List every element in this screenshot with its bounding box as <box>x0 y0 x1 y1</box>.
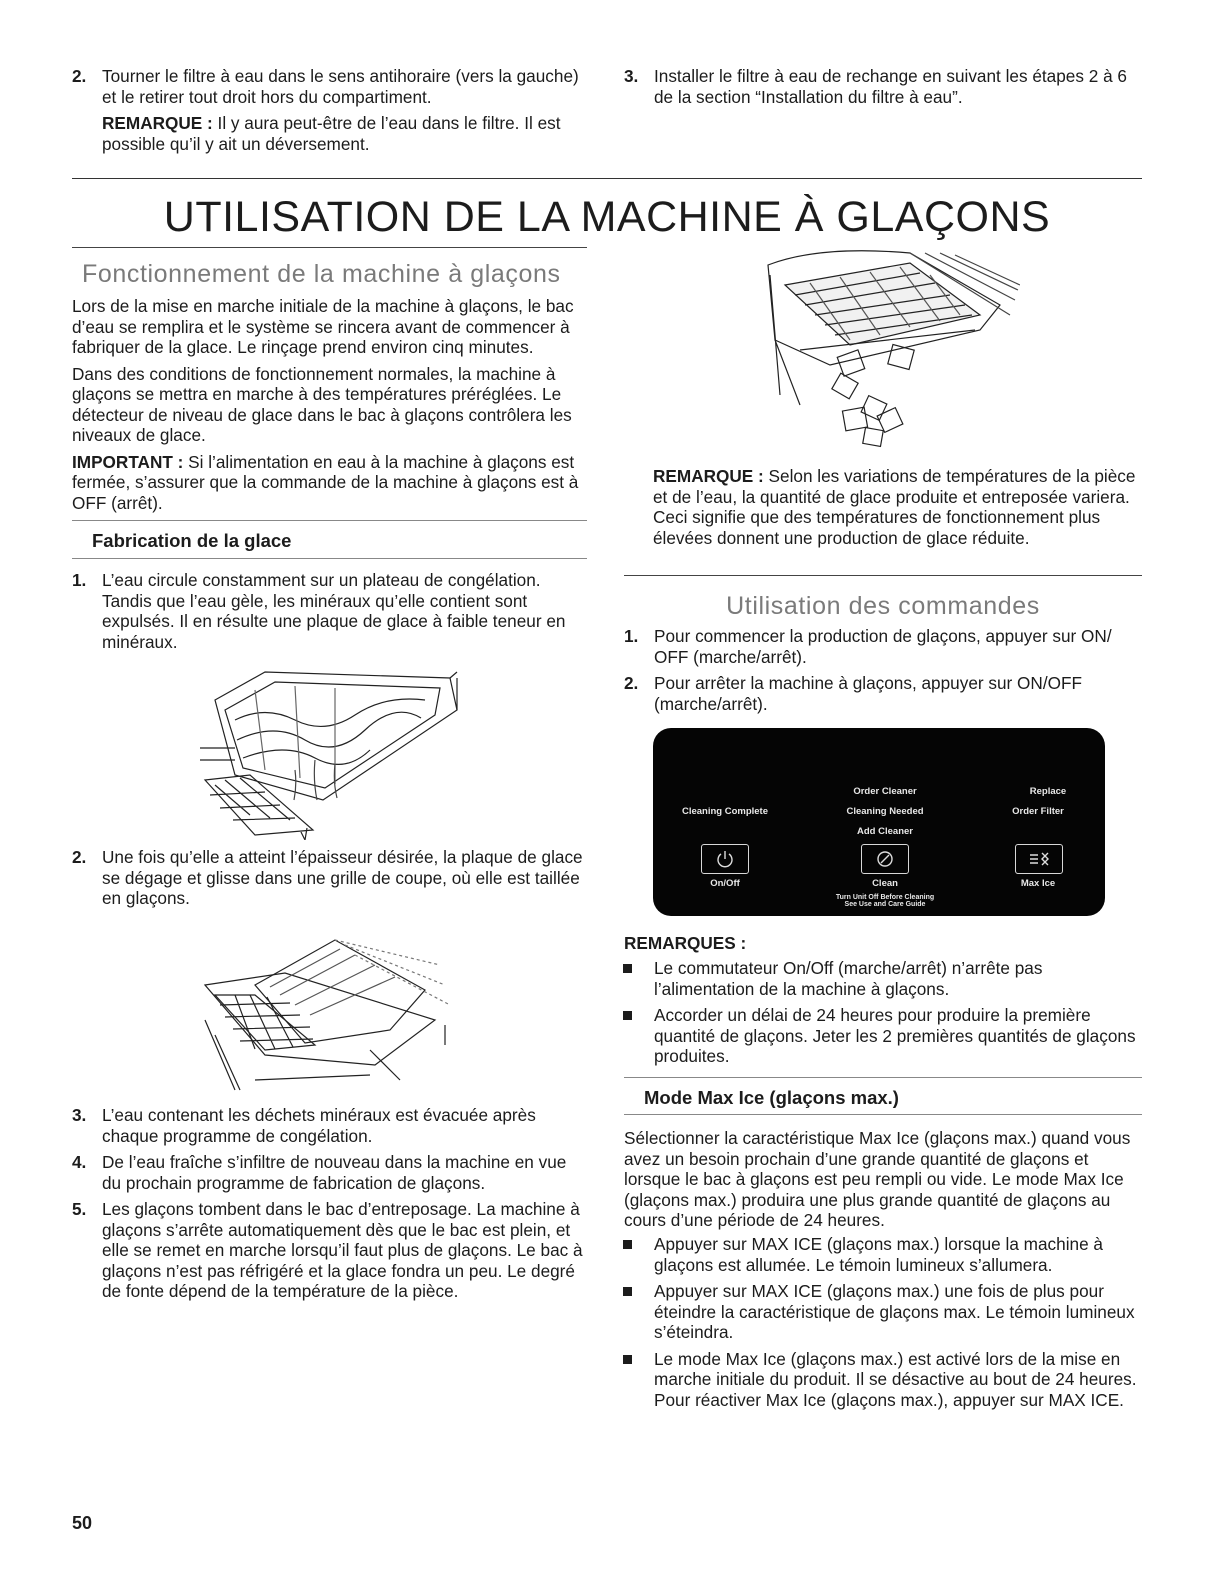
clean-button <box>861 844 909 874</box>
note-text: Selon les variations de températures de la pièce et de l’eau, la quantité de glace produite et entreposée variera. Ceci signifie que des températures de fonctionnement plus élevées donnent une production de glace réduite. <box>653 466 1136 548</box>
onoff-label: On/Off <box>710 878 740 889</box>
subheading-rule-bottom <box>72 558 587 559</box>
power-icon <box>702 845 748 873</box>
freezing-plate-illustration <box>195 660 465 840</box>
cleaning-complete-label: Cleaning Complete <box>681 806 769 817</box>
step-number: 3. <box>624 66 639 86</box>
subheading-rule-top <box>72 520 587 521</box>
add-cleaner-label: Add Cleaner <box>857 826 913 837</box>
order-filter-label: Order Filter <box>1012 806 1064 817</box>
subheading-rule-bottom <box>624 1114 1142 1115</box>
list-item: 4. De l’eau fraîche s’infiltre de nouveau dans la machine en vue du prochain programme de fabrication de glaçons. <box>72 1152 567 1193</box>
ice-icon <box>1016 845 1062 873</box>
steps-list-b <box>72 847 590 915</box>
top-right-block <box>624 66 1144 107</box>
bullet-item: Le commutateur On/Off (marche/arrêt) n’arrête pas l’alimentation de la machine à glaçons. <box>620 958 1144 999</box>
top-left-block <box>72 66 592 154</box>
subheading-rule-top <box>624 1077 1142 1078</box>
max-ice-paragraph: Sélectionner la caractéristique Max Ice (glaçons max.) quand vous avez un besoin prochain d’une grande quantité de glaçons et lorsque le bac à glaçons est peu rempli ou vide. Le mode Max Ice (glaçons max.) produira une plus grande quantité de glaçons au cours d’une période de 24 heures. <box>624 1128 1131 1230</box>
controls-steps <box>624 626 1144 720</box>
steps-list-a <box>72 570 590 658</box>
subheading-ice-making: Fabrication de la glace <box>92 530 292 551</box>
bullet-icon <box>623 1355 632 1364</box>
steps-list-c <box>72 1105 590 1308</box>
list-item: 3. L’eau contenant les déchets minéraux est évacuée après chaque programme de congélation. <box>72 1105 536 1146</box>
heading-rule <box>72 247 587 248</box>
bullet-icon <box>623 964 632 973</box>
bullet-icon <box>623 1011 632 1020</box>
page-title: UTILISATION DE LA MACHINE À GLAÇONS <box>163 193 1051 241</box>
step-text: Tourner le filtre à eau dans le sens antihoraire (vers la gauche) et le retirer tout droit hors du compartiment. <box>102 66 579 107</box>
order-cleaner-label: Order Cleaner <box>853 786 917 797</box>
remarques-list <box>620 958 1144 1073</box>
list-item: 2. Pour arrêter la machine à glaçons, appuyer sur ON/OFF (marche/arrêt). <box>624 673 1082 714</box>
bullet-icon <box>623 1240 632 1249</box>
bullet-item: Accorder un délai de 24 heures pour produire la première quantité de glaçons. Jeter les 2 premières quantités de glaçons produites. <box>620 1005 1144 1067</box>
bullet-item: Appuyer sur MAX ICE (glaçons max.) une fois de plus pour éteindre la caractéristique de glaçons max. Le témoin lumineux s’éteindra. <box>620 1281 1144 1343</box>
list-item: 1. Pour commencer la production de glaçons, appuyer sur ON/ OFF (marche/arrêt). <box>624 626 1112 667</box>
remarques-heading: REMARQUES : <box>624 933 747 953</box>
clean-sub-label: Turn Unit Off Before Cleaning <box>835 894 935 901</box>
clean-label: Clean <box>872 878 898 889</box>
bullet-item: Appuyer sur MAX ICE (glaçons max.) lorsque la machine à glaçons est allumée. Le témoin lumineux s’allumera. <box>620 1234 1144 1275</box>
step-text: Installer le filtre à eau de rechange en suivant les étapes 2 à 6 de la section “Installation du filtre à eau”. <box>654 66 1127 107</box>
note-label: REMARQUE : <box>653 466 764 486</box>
temperature-note <box>653 466 1143 548</box>
clean-sub-label: See Use and Care Guide <box>844 901 926 908</box>
subheading-max-ice: Mode Max Ice (glaçons max.) <box>644 1087 899 1108</box>
bullet-item: Le mode Max Ice (glaçons max.) est activé lors de la mise en marche initiale du produit. Il se désactive au bout de 24 heures. Pour réactiver Max Ice (glaçons max.), appuyer sur MAX ICE. <box>620 1349 1144 1411</box>
onoff-button <box>701 844 749 874</box>
note-text: Il y aura peut-être de l’eau dans le filtre. Il est possible qu’il y ait un déversement. <box>102 113 561 154</box>
list-item: 2. Une fois qu’elle a atteint l’épaisseur désirée, la plaque de glace se dégage et glisse dans une grille de coupe, où elle est taillée en glaçons. <box>72 847 583 908</box>
heading-rule <box>624 575 1142 576</box>
max-ice-button <box>1015 844 1063 874</box>
important-paragraph <box>72 452 590 514</box>
bullet-icon <box>623 1287 632 1296</box>
page-number: 50 <box>72 1513 93 1533</box>
cutter-grid-illustration <box>195 925 465 1095</box>
section-heading-ice-maker-operation: Fonctionnement de la machine à glaçons <box>82 260 561 288</box>
paragraph: Dans des conditions de fonctionnement normales, la machine à glaçons se mettra en marche à des températures préréglées. Le détecteur de niveau de glace dans le bac à glaçons contrôlera les niveaux de glace. <box>72 363 572 445</box>
note-label: REMARQUE : <box>102 113 213 133</box>
control-panel-image <box>653 728 1105 916</box>
max-ice-bullets <box>620 1234 1144 1416</box>
section-heading-controls: Utilisation des commandes <box>726 592 1040 620</box>
step-number: 2. <box>72 66 87 86</box>
section-divider <box>72 178 1142 179</box>
replace-label: Replace <box>1029 786 1067 797</box>
clean-icon <box>862 845 908 873</box>
important-text: Si l’alimentation en eau à la machine à glaçons est fermée, s’assurer que la commande de la machine à glaçons est à OFF (arrêt). <box>72 451 579 513</box>
paragraph: Lors de la mise en marche initiale de la machine à glaçons, le bac d’eau se remplira et le système se rincera avant de commencer à fabriquer de la glace. Le rinçage prend environ cinq minutes. <box>72 296 574 357</box>
list-item: 5. Les glaçons tombent dans le bac d’entreposage. La machine à glaçons s’arrête automatiquement dès que le bac est plein, et elle se remet en marche lorsqu’il faut plus de glaçons. Le bac à glaçons n’est pas réfrigéré et la glace fondra un peu. Le degré de fonte dépend de la température de la pièce. <box>72 1199 583 1301</box>
list-item: 1. L’eau circule constamment sur un plateau de congélation. Tandis que l’eau gèle, les minéraux qu’elle contient sont expulsés. Il en résulte une plaque de glace à faible teneur en minéraux. <box>72 570 566 652</box>
intro-text <box>72 296 590 513</box>
note-paragraph <box>102 113 592 154</box>
important-label: IMPORTANT : <box>72 451 184 472</box>
ice-bin-illustration <box>740 245 1020 450</box>
cleaning-needed-label: Cleaning Needed <box>846 806 924 817</box>
max-ice-label: Max Ice <box>1020 878 1056 889</box>
